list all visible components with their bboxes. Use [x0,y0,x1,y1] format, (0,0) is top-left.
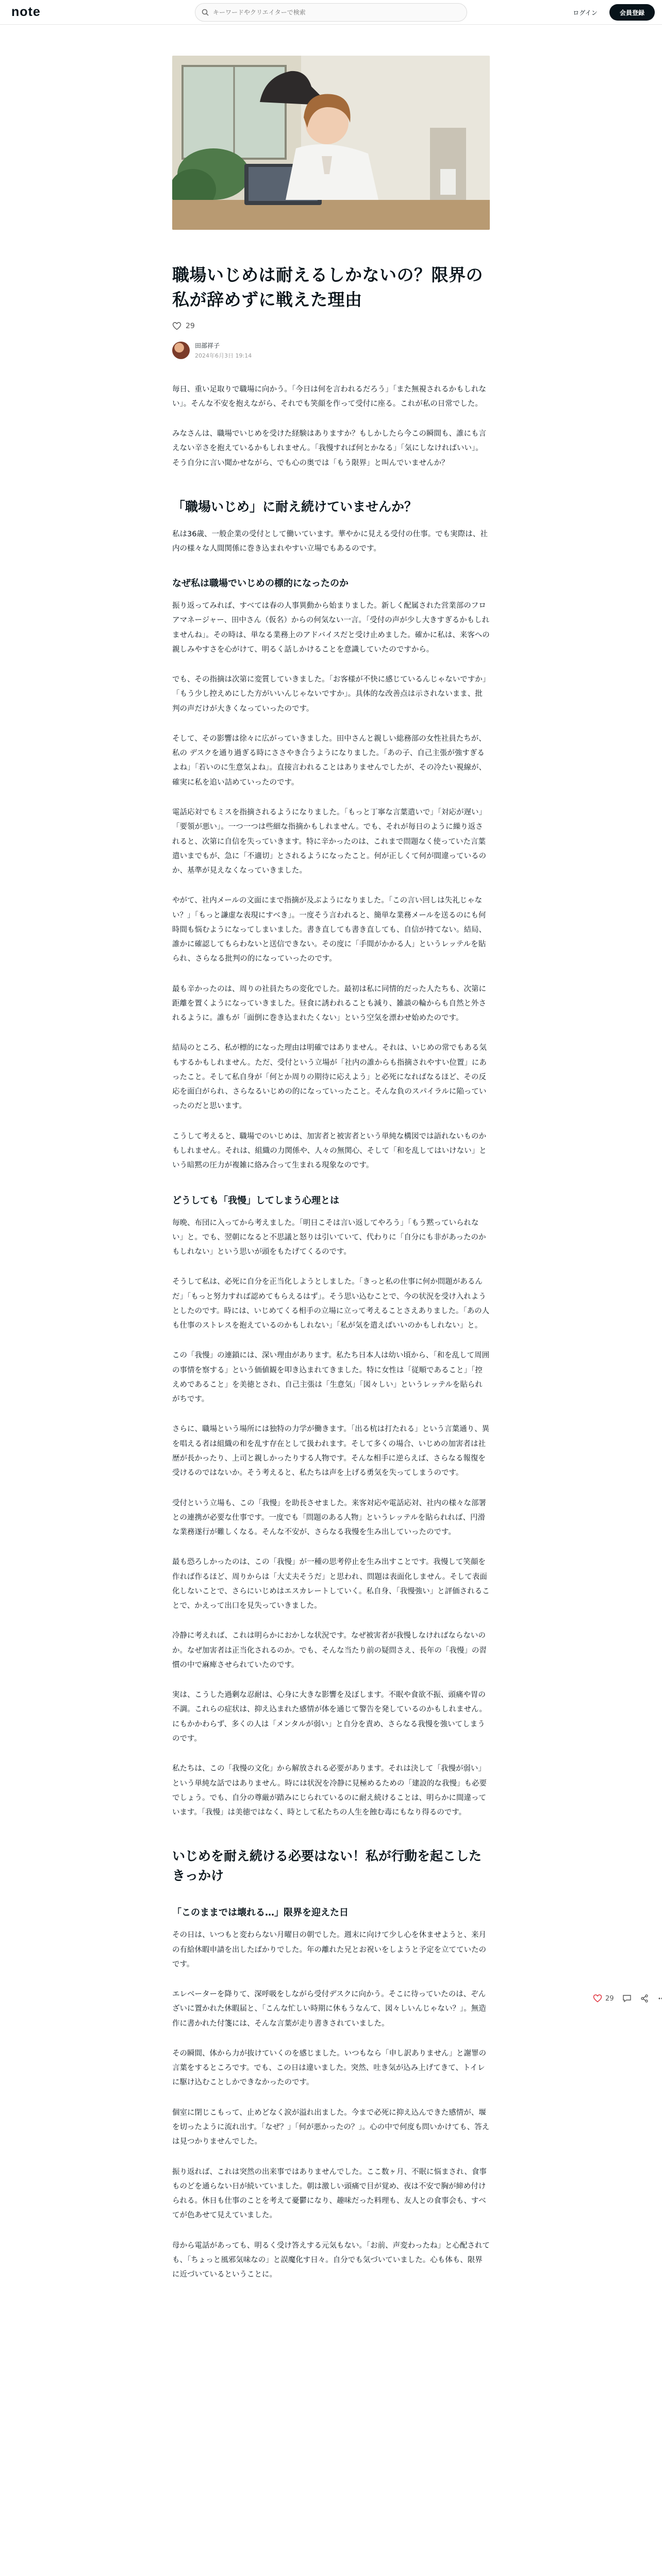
section-heading: 「職場いじめ」に耐え続けていませんか？ [172,499,418,515]
search-icon [202,9,209,16]
paragraph: 毎日、重い足取りで職場に向かう。「今日は何を言われるだろう」「また無視されるかもしれない」。そんな不安を抱えながら、それでも笑顔を作って受付に座る。これが私の日常でした。 [172,385,486,408]
floating-like-count: 29 [605,1994,614,2003]
article-title: 職場いじめは耐えるしかないの？限界の私が辞めずに戦えた理由 [172,265,483,310]
share-icon[interactable] [640,1994,649,2003]
paragraph: 個室に閉じこもって、止めどなく涙が溢れ出ました。今まで必死に抑え込んできた感情が、堰を切ったように流れ出す。「なぜ？」「何が悪かったの？」。心の中で何度も問いかけても、答えは見つかりませんでした。 [172,2108,490,2146]
paragraph: こうして考えると、職場でのいじめは、加害者と被害者という単純な構図では語れないものかもしれません。それは、組織の力関係や、人々の無関心、そして「和を乱してはいけない」という暗黙の圧力が複雑に絡み合って生まれる現象なのです。 [172,1132,487,1170]
article-body [172,382,490,2282]
paragraph: でも、その指摘は次第に変質していきました。「お客様が不快に感じているんじゃないですか」「もう少し控えめにした方がいいんじゃないですか」。具体的な改善点は示されないまま、批判の声だけが大きくなっていったのです。 [172,675,486,713]
comment-icon[interactable] [622,1994,632,2003]
avatar[interactable] [172,342,190,359]
login-button[interactable]: ログイン [573,9,598,16]
paragraph: その日は、いつもと変わらない月曜日の朝でした。週末に向けて少し心を休ませようと、来月の有給休暇申請を出したばかりでした。年の離れた兄とお祝いをしようと予定を立てていたのです。 [172,1931,486,1969]
subsection-heading: どうしても「我慢」してしまう心理とは [172,1195,339,1206]
signup-button[interactable]: 会員登録 [609,4,655,21]
subsection-heading: なぜ私は職場でいじめの標的になったのか [172,578,349,589]
paragraph: 振り返れば、これは突然の出来事ではありませんでした。ここ数ヶ月、不眠に悩まされ、食事ものどを通らない日が続いていました。朝は激しい頭痛で目が覚め、夜は不安で胸が締め付けられる。休日も仕事のことを考えて憂鬱になり、趣味だった料理も、友人との食事会も、すべてが色あせて見えていました。 [172,2167,487,2220]
heart-icon[interactable] [172,321,181,331]
paragraph: やがて、社内メールの文面にまで指摘が及ぶようになりました。「この言い回しは失礼じゃない？」「もっと謙虚な表現にすべき」。一度そう言われると、簡単な業務メールを送るのにも何時間も悩むようになってしまいました。書き直しても書き直しても、自信が持てない。結局、誰かに確認してもらわないと送信できない。その度に「手間がかかる人」というレッテルを貼られ、さらなる批判の的になっていったのです。 [172,896,486,963]
paragraph: 冷静に考えれば、これは明らかにおかしな状況です。なぜ被害者が我慢しなければならないのか。なぜ加害者は正当化されるのか。でも、そんな当たり前の疑問さえ、長年の「我慢」の習慣の中で麻痺させられていたのです。 [172,1632,487,1669]
heart-icon [593,1994,602,2003]
more-icon[interactable] [657,1994,662,2003]
author-text [195,341,252,360]
paragraph: 母から電話があっても、明るく受け答えする元気もない。「お前、声変わったね」と心配されても、「ちょっと風邪気味なの」と誤魔化す日々。自分でも気づいていました。心も体も、限界に近づいているということに。 [172,2241,490,2279]
search-input[interactable] [213,4,460,21]
paragraph: 私たちは、この「我慢の文化」から解放される必要があります。それは決して「我慢が弱い」という単純な話ではありません。時には状況を冷静に見極めるための「建設的な我慢」も必要でしょう。でも、自分の尊厳が踏みにじられているのに耐え続けることは、明らかに間違っています。「我慢」は美徳ではなく、時として私たちの人生を蝕む毒にもなり得るのです。 [172,1765,487,1817]
author-block[interactable] [172,341,490,360]
paragraph: エレベーターを降りて、深呼吸をしながら受付デスクに向かう。そこに待っていたのは、ぞんざいに置かれた休暇届と、「こんな忙しい時期に休もうなんて、図々しいんじゃない？」。無造作に書かれた付箋には、そんな言葉が走り書きされていました。 [172,1990,486,2028]
paragraph: さらに、職場という場所には独特の力学が働きます。「出る杭は打たれる」という言葉通り、異を唱える者は組織の和を乱す存在として扱われます。そして多くの場合、いじめの加害者は社歴が長かったり、上司と親しかったりする人物です。そんな相手に逆らえば、さらなる報復を受けるのではないか。そう考えると、私たちは声を上げる勇気を失ってしまうのです。 [172,1425,490,1478]
hero-illustration [172,56,490,230]
paragraph: 最も恐ろしかったのは、この「我慢」が一種の思考停止を生み出すことです。我慢して笑顔を作れば作るほど、周りからは「大丈夫そうだ」と思われ、問題は表面化しません。そして表面化しないことで、さらにいじめはエスカレートしていく。私自身、「我慢強い」と評価されることで、かえって出口を見失っていきました。 [172,1558,490,1611]
floating-like-button[interactable] [593,1994,614,2003]
site-header [0,0,662,25]
section-heading: いじめを耐え続ける必要はない！私が行動を起こしたきっかけ [172,1849,482,1883]
floating-actions [593,1994,662,2003]
search-box[interactable] [195,3,467,22]
paragraph: 私は36歳、一般企業の受付として働いています。華やかに見える受付の仕事。でも実際は、社内の様々な人間関係に巻き込まれやすい立場でもあるのです。 [172,530,488,553]
paragraph: 振り返ってみれば、すべては春の人事異動から始まりました。新しく配属された営業部のフロアマネージャー、田中さん（仮名）からの何気ない一言。「受付の声が少し大きすぎるかもしれませんね」。その時は、単なる業務上のアドバイスだと受け止めました。確かに私は、来客への親しみやすさを心がけて、明るく話しかけることを意識していたのですから。 [172,602,490,654]
paragraph: 毎晩、布団に入ってから考えました。「明日こそは言い返してやろう」「もう黙っていられない」と。でも、翌朝になると不思議と怒りは引いていて、代わりに「自分にも非があったのかもしれない」という思いが頭をもたげてくるのです。 [172,1218,486,1257]
paragraph: 実は、こうした過剰な忍耐は、心身に大きな影響を及ぼします。不眠や食欲不振、頭痛や胃の不調。これらの症状は、抑え込まれた感情が体を通じて警告を発しているのかもしれません。にもかかわらず、多くの人は「メンタルが弱い」と自分を責め、さらなる我慢を強いてしまうのです。 [172,1691,487,1743]
article [172,56,490,2297]
publish-date: 2024年6月3日 19:14 [195,352,252,359]
paragraph: そうして私は、必死に自分を正当化しようとしました。「きっと私の仕事に何か問題があるんだ」「もっと努力すれば認めてもらえるはず」。そう思い込むことで、今の状況を受け入れようとしたのです。時には、いじめてくる相手の立場に立って考えることさえありました。「あの人も仕事のストレスを抱えているのかもしれない」「私が気を遣えばいいのかもしれない」と。 [172,1278,490,1330]
paragraph: そして、その影響は徐々に広がっていきました。田中さんと親しい総務部の女性社員たちが、私の デスクを通り過ぎる時にささやき合うようになりました。「あの子、自己主張が強すぎるよね」「若いのに生意気よね」。直接言われることはありませんでしたが、その冷たい視線が、確実に私を追い詰めていったのです。 [172,734,486,787]
paragraph: この「我慢」の連鎖には、深い理由があります。私たち日本人は幼い頃から、「和を乱して周囲の事情を察する」という価値観を叩き込まれてきました。特に女性は「従順であること」「控えめであること」を美徳とされ、自己主張は「生意気」「図々しい」というレッテルを貼られがちです。 [172,1351,490,1404]
paragraph: その瞬間、体から力が抜けていくのを感じました。いつもなら「申し訳ありません」と謝罪の言葉をするところです。でも、この日は違いました。突然、吐き気が込み上げてきて、トイレに駆け込むことしかできなかったのです。 [172,2049,486,2087]
note-logo[interactable]: note [11,5,41,19]
paragraph: みなさんは、職場でいじめを受けた経験はありますか？もしかしたら今この瞬間も、誰にも言えない辛さを抱えているかもしれません。「我慢すれば何とかなる」「気にしなければいい」。そう自分に言い聞かせながら、でも心の奥では「もう限界」と叫んでいませんか？ [172,430,486,467]
paragraph: 受付という立場も、この「我慢」を助長させました。来客対応や電話応対、社内の様々な部署との連携が必要な仕事です。一度でも「問題のある人物」というレッテルを貼られれば、円滑な業務遂行が難しくなる。そんな不安が、さらなる我慢を生み出していったのです。 [172,1499,486,1537]
subsection-heading: 「このままでは壊れる…」限界を迎えた日 [172,1907,349,1919]
like-count: 29 [186,321,195,330]
paragraph: 電話応対でもミスを指摘されるようになりました。「もっと丁寧な言葉遣いで」「対応が遅い」「要領が悪い」。一つ一つは些細な指摘かもしれません。でも、それが毎日のように繰り返されると、次第に自信を失っていきます。特に辛かったのは、これまで問題なく使っていた言葉遣いまでもが、急に「不適切」とされるようになったこと。何が正しくて何が間違っているのか、基準が見えなくなっていきました。 [172,808,486,875]
paragraph: 最も辛かったのは、周りの社員たちの変化でした。最初は私に同情的だった人たちも、次第に距離を置くようになっていきました。昼食に誘われることも減り、雑談の輪からも自然と外されるように。誰もが「面倒に巻き込まれたくない」という空気を漂わせ始めたのです。 [172,985,486,1023]
author-name[interactable]: 田部祥子 [195,342,220,349]
hero-image [172,56,490,230]
like-row [172,320,490,332]
paragraph: 結局のところ、私が標的になった理由は明確ではありません。それは、いじめの常でもある気もするかもしれません。ただ、受付という立場が「社内の誰からも指摘されやすい位置」にあったこと。そして私自身が「何とか周りの期待に応えよう」と必死になればなるほど、その反応を面白がられ、さらなるいじめの的になっていったこと。そんな負のスパイラルに陥っていったのだと思います。 [172,1044,487,1111]
